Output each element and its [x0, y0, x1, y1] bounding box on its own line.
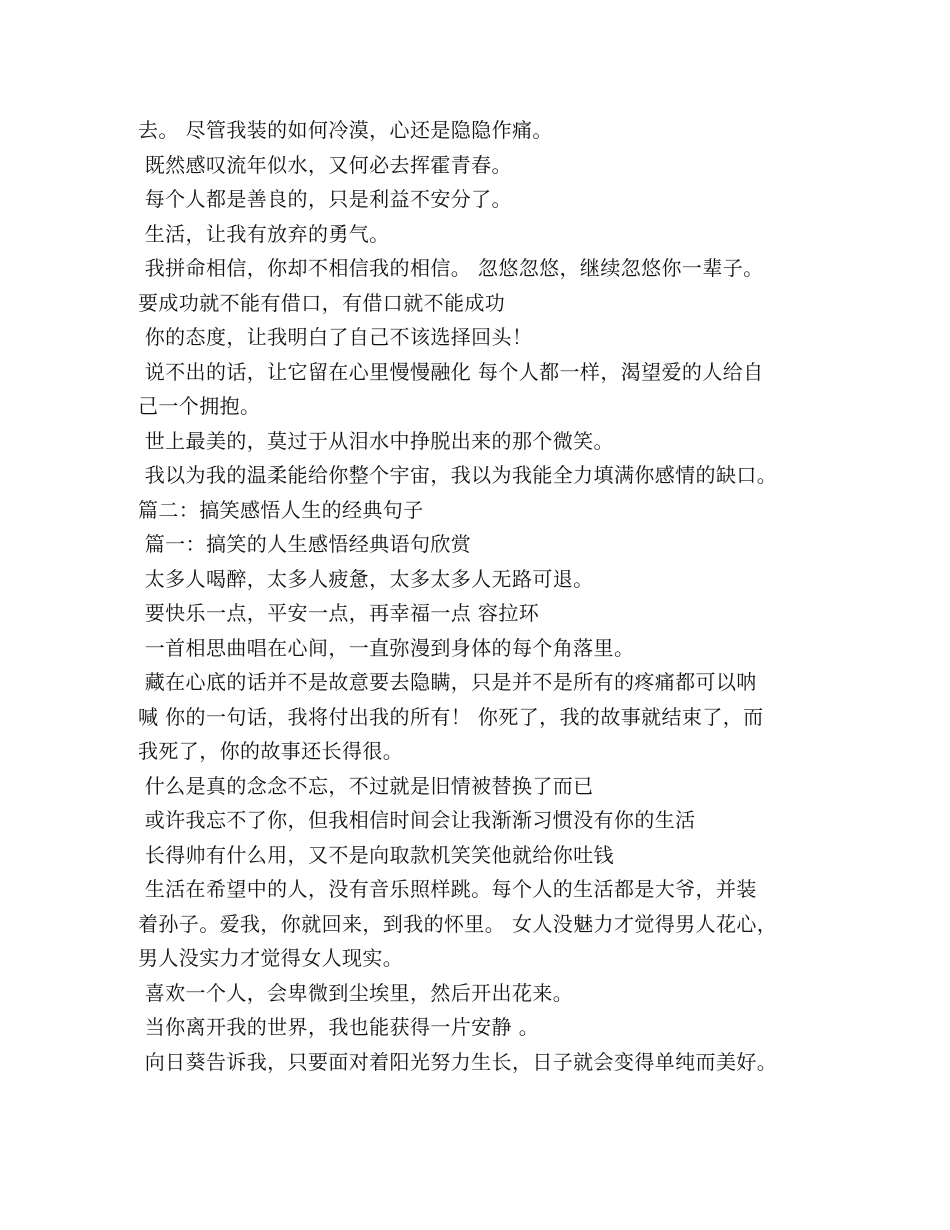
text-line: 既然感叹流年似水，又何必去挥霍青春。	[138, 152, 512, 177]
text-line: 去。 尽管我装的如何冷漠，心还是隐隐作痛。	[138, 118, 553, 142]
text-line: 每个人都是善良的，只是利益不安分了。	[138, 187, 512, 211]
text-line: 要成功就不能有借口，有借口就不能成功	[138, 290, 506, 315]
text-line: 喜欢一个人，会卑微到尘埃里，然后开出花来。	[138, 980, 574, 1005]
text-line: 要快乐一点，平安一点，再幸福一点 容拉环	[138, 601, 540, 625]
text-line: 我以为我的温柔能给你整个宇宙，我以为我能全力填满你感情的缺口。	[138, 463, 778, 487]
text-line: 男人没实力才觉得女人现实。	[138, 946, 404, 970]
text-line: 我死了，你的故事还长得很。	[138, 739, 404, 763]
text-line: 喊 你的一句话，我将付出我的所有！ 你死了，我的故事就结束了，而	[138, 704, 764, 729]
section-heading: 篇二：搞笑感悟人生的经典句子	[138, 497, 424, 522]
text-line: 太多人喝醉，太多人疲惫，太多太多人无路可退。	[138, 566, 594, 591]
text-line: 你的态度，让我明白了自己不该选择回头！	[138, 325, 533, 349]
text-line: 一首相思曲唱在心间，一直弥漫到身体的每个角落里。	[138, 635, 635, 660]
text-line: 生活，让我有放弃的勇气。	[138, 221, 390, 246]
text-line: 或许我忘不了你，但我相信时间会让我渐渐习惯没有你的生活	[138, 808, 696, 832]
text-line: 当你离开我的世界，我也能获得一片安静 。	[138, 1015, 540, 1039]
document-body	[138, 113, 828, 1079]
text-line: 说不出的话，让它留在心里慢慢融化 每个人都一样，渴望爱的人给自	[138, 359, 764, 384]
text-line: 生活在希望中的人，没有音乐照样跳。每个人的生活都是大爷，并装	[138, 877, 757, 901]
text-line: 藏在心底的话并不是故意要去隐瞒，只是并不是所有的疼痛都可以呐	[138, 670, 757, 694]
text-line: 长得帅有什么用，又不是向取款机笑笑他就给你吐钱	[138, 842, 614, 867]
text-line: 着孙子。爱我，你就回来，到我的怀里。 女人没魅力才觉得男人花心，	[138, 911, 778, 936]
text-line: 向日葵告诉我，只要面对着阳光努力生长，日子就会变得单纯而美好。	[138, 1049, 778, 1074]
text-line: 我拼命相信，你却不相信我的相信。 忽悠忽悠，继续忽悠你一辈子。	[138, 256, 764, 280]
text-line: 己一个拥抱。	[138, 394, 261, 418]
text-line: 什么是真的念念不忘，不过就是旧情被替换了而已	[138, 773, 594, 798]
text-line: 世上最美的，莫过于从泪水中挣脱出来的那个微笑。	[138, 428, 614, 453]
subsection-heading: 篇一：搞笑的人生感悟经典语句欣赏	[138, 532, 472, 556]
